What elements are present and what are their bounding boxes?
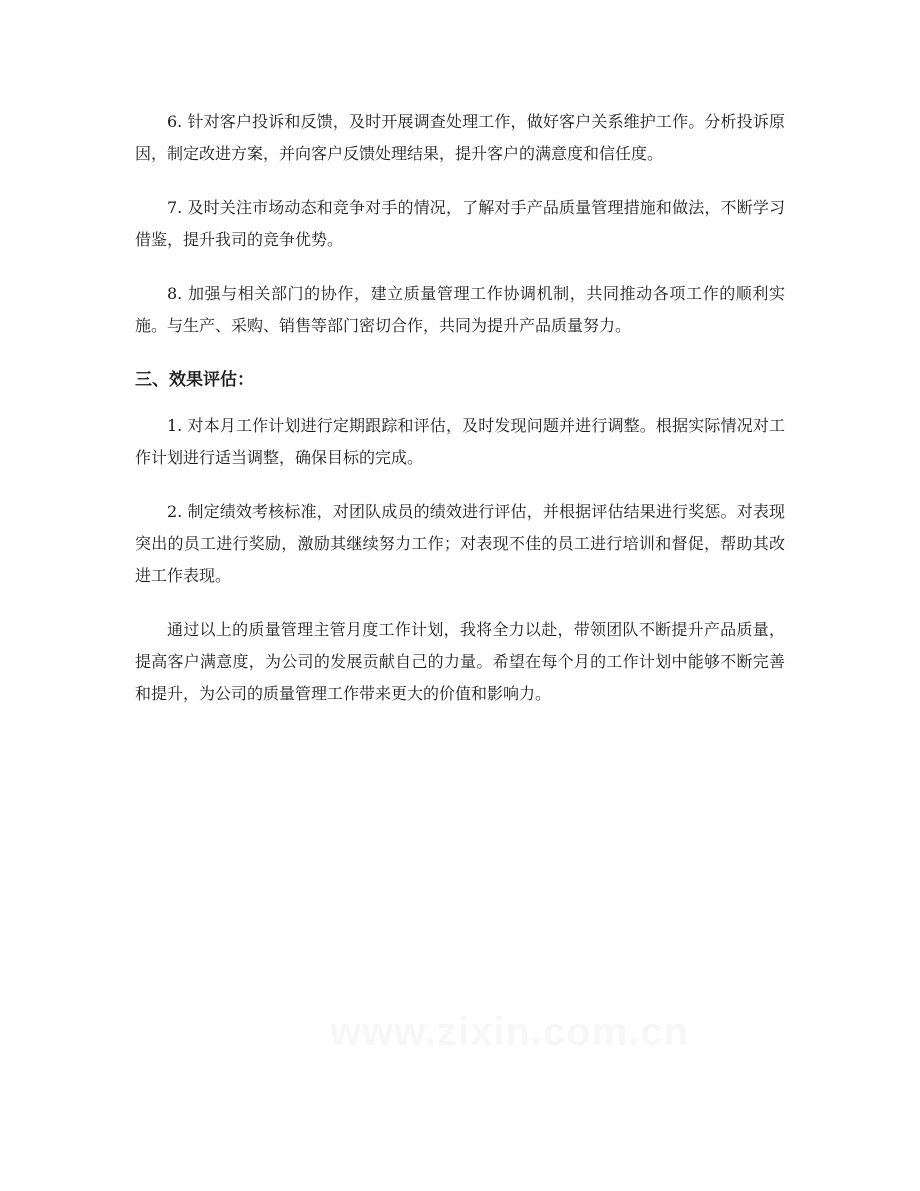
evaluation-item-2: 2. 制定绩效考核标准，对团队成员的绩效进行评估，并根据评估结果进行奖惩。对表现突出的员工进行奖励，激励其继续努力工作；对表现不佳的员工进行培训和督促，帮助其改进工作表现。 (135, 502, 785, 585)
evaluation-item-1: 1. 对本月工作计划进行定期跟踪和评估，及时发现问题并进行调整。根据实际情况对工作计划进行适当调整，确保目标的完成。 (135, 416, 785, 467)
list-item-7: 7. 及时关注市场动态和竞争对手的情况，了解对手产品质量管理措施和做法，不断学习借鉴，提升我司的竞争优势。 (135, 198, 785, 249)
watermark: www.zixin.com.cn (330, 1010, 690, 1054)
list-item-8: 8. 加强与相关部门的协作，建立质量管理工作协调机制，共同推动各项工作的顺利实施。与生产、采购、销售等部门密切合作，共同为提升产品质量努力。 (135, 284, 785, 335)
document-body (135, 106, 785, 732)
section-heading-evaluation: 三、效果评估： (135, 370, 254, 390)
list-item-6: 6. 针对客户投诉和反馈，及时开展调查处理工作，做好客户关系维护工作。分析投诉原因，制定改进方案，并向客户反馈处理结果，提升客户的满意度和信任度。 (135, 112, 785, 163)
conclusion-paragraph: 通过以上的质量管理主管月度工作计划，我将全力以赴，带领团队不断提升产品质量，提高客户满意度，为公司的发展贡献自己的力量。希望在每个月的工作计划中能够不断完善和提升，为公司的质量管理工作带来更大的价值和影响力。 (135, 620, 785, 703)
